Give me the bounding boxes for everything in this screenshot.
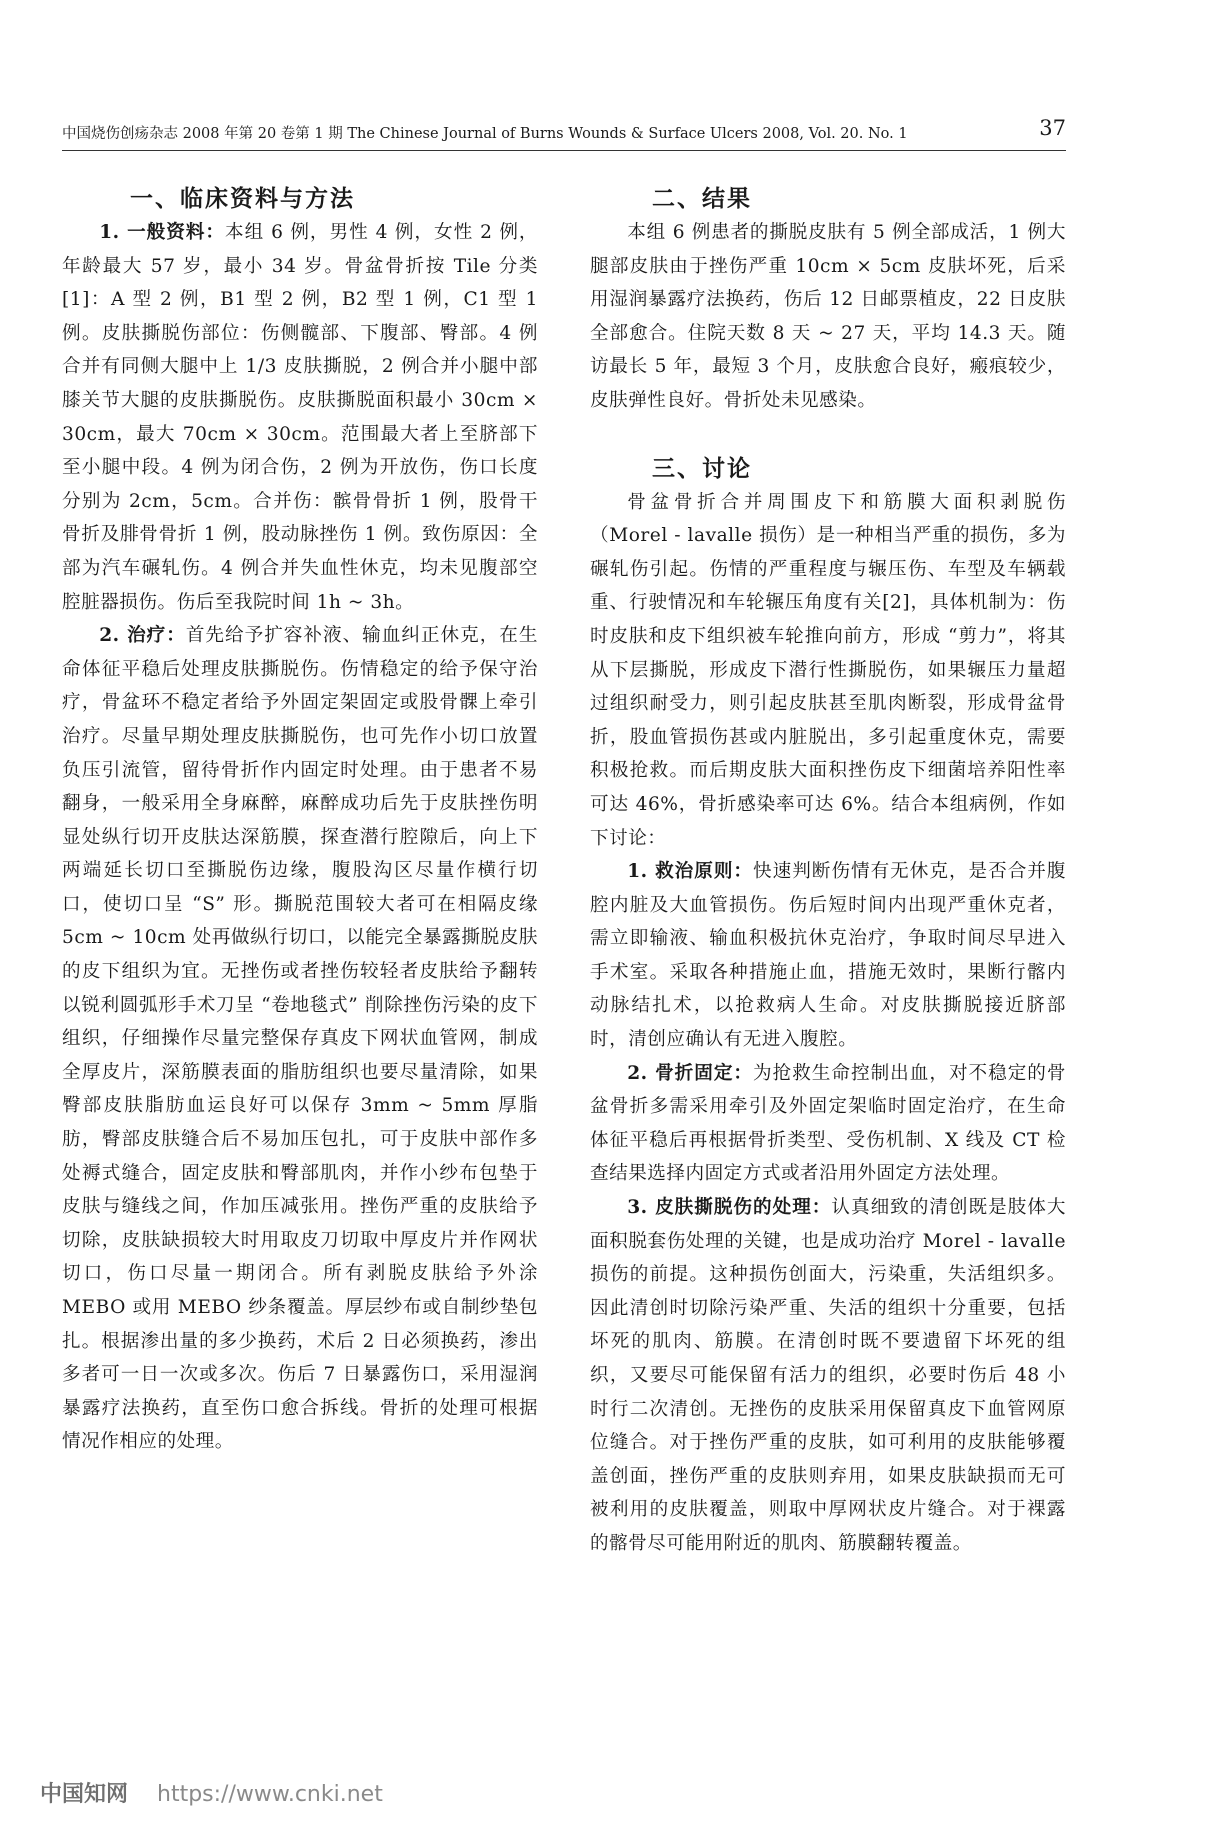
cnki-url[interactable]: https://www.cnki.net <box>157 1782 383 1807</box>
paragraph-lead: 3. 皮肤撕脱伤的处理： <box>627 1197 832 1219</box>
section-heading-methods: 一、临床资料与方法 <box>130 186 355 212</box>
paragraph-text: 为抢救生命控制出血，对不稳定的骨盆骨折多需采用牵引及外固定架临时固定治疗，在生命体征平稳后再根据骨折类型、受伤机制、X 线及 CT 检查结果选择内固定方式或者沿用外固定方法处理。 <box>590 1062 1066 1185</box>
paragraph-lead: 2. 治疗： <box>99 625 186 647</box>
paragraph-text: 首先给予扩容补液、输血纠正休克，在生命体征平稳后处理皮肤撕脱伤。伤情稳定的给予保守治疗，骨盆环不稳定者给予外固定架固定或股骨髁上牵引治疗。尽量早期处理皮肤撕脱伤，也可先作小切口放置负压引流管，留待骨折作内固定时处理。由于患者不易翻身，一般采用全身麻醉，麻醉成功后先于皮肤挫伤明显处纵行切开皮肤达深筋膜，探查潜行腔隙后，向上下两端延长切口至撕脱伤边缘，腹股沟区尽量作横行切口，使切口呈 “S” 形。撕脱范围较大者可在相隔皮缘 5cm ~ 10cm 处再做纵行切口，以能完全暴露撕脱皮肤的皮下组织为宜。无挫伤或者挫伤较轻者皮肤给予翻转以锐利圆弧形手术刀呈 “卷地毯式” 削除挫伤污染的皮下组织，仔细操作尽量完整保存真皮下网状血管网，制成全厚皮片，深筋膜表面的脂肪组织也要尽量清除，如果臀部皮肤脂肪血运良好可以保存 3mm ~ 5mm 厚脂肪，臀部皮肤缝合后不易加压包扎，可于皮肤中部作多处褥式缝合，固定皮肤和臀部肌肉，并作小纱布包垫于皮肤与缝线之间，作加压减张用。挫伤严重的皮肤给予切除，皮肤缺损较大时用取皮刀切取中厚皮片并作网状切口，伤口尽量一期闭合。所有剥脱皮肤给予外涂 MEBO 或用 MEBO 纱条覆盖。厚层纱布或自制纱垫包扎。根据渗出量的多少换药，术后 2 日必须换药，渗出多者可一日一次或多次。伤后 7 日暴露伤口，采用湿润暴露疗法换药，直至伤口愈合拆线。骨折的处理可根据情况作相应的处理。 <box>62 625 538 1453</box>
running-header <box>62 116 1066 151</box>
paragraph-fracture-fixation <box>590 1057 1066 1191</box>
paragraph-lead: 1. 救治原则： <box>627 861 754 883</box>
paragraph-text: 本组 6 例，男性 4 例，女性 2 例，年龄最大 57 岁，最小 34 岁。骨盆骨折按 Tile 分类[1]：A 型 2 例，B1 型 2 例，B2 型 1 例，C1 型 1 例。皮肤撕脱伤部位：伤侧髋部、下腹部、臀部。4 例合并有同侧大腿中上 1/3 皮肤撕脱，2 例合并小腿中部膝关节大腿的皮肤撕脱伤。皮肤撕脱面积最小 30cm × 30cm，最大 70cm × 30cm。范围最大者上至脐部下至小腿中段。4 例为闭合伤，2 例为开放伤，伤口长度分别为 2cm，5cm。合并伤：髌骨骨折 1 例，股骨干骨折及腓骨骨折 1 例，股动脉挫伤 1 例。致伤原因：全部为汽车碾轧伤。4 例合并失血性休克，均未见腹部空腔脏器损伤。伤后至我院时间 1h ~ 3h。 <box>62 222 539 613</box>
paragraph-lead: 2. 骨折固定： <box>627 1062 754 1084</box>
paragraph-discussion-intro: 骨盆骨折合并周围皮下和筋膜大面积剥脱伤（Morel - lavalle 损伤）是一种相当严重的损伤，多为碾轧伤引起。伤情的严重程度与辗压伤、车型及车辆载重、行驶情况和车轮辗压角度有关[2]，具体机制为：伤时皮肤和皮下组织被车轮推向前方，形成 “剪力”，将其从下层撕脱，形成皮下潜行性撕脱伤，如果辗压力量超过组织耐受力，则引起皮肤甚至肌肉断裂，形成骨盆骨折，股血管损伤甚或内脏脱出，多引起重度休克，需要积极抢救。而后期皮肤大面积挫伤皮下细菌培养阳性率可达 46%，骨折感染率可达 6%。结合本组病例，作如下讨论： <box>590 491 1066 849</box>
paragraph-text: 快速判断伤情有无休克，是否合并腹腔内脏及大血管损伤。伤后短时间内出现严重休克者，需立即输液、输血积极抗休克治疗，争取时间尽早进入手术室。采取各种措施止血，措施无效时，果断行髂内动脉结扎术，以抢救病人生命。对皮肤撕脱接近脐部时，清创应确认有无进入腹腔。 <box>590 861 1066 1051</box>
cnki-footer <box>40 1777 383 1808</box>
left-column <box>62 182 538 1459</box>
paragraph-treatment <box>62 619 538 1459</box>
paragraph-treatment-principles <box>590 855 1066 1057</box>
cnki-logo: 中国知网 <box>40 1782 129 1807</box>
section-heading-results: 二、结果 <box>652 186 752 212</box>
paragraph-text: 认真细致的清创既是肢体大面积脱套伤处理的关键，也是成功治疗 Morel - lavalle 损伤的前提。这种损伤创面大，污染重，失活组织多。因此清创时切除污染严重、失活的组织十分重要，包括坏死的肌肉、筋膜。在清创时既不要遗留下坏死的组织，又要尽可能保留有活力的组织，必要时伤后 48 小时行二次清创。无挫伤的皮肤采用保留真皮下血管网原位缝合。对于挫伤严重的皮肤，如可利用的皮肤能够覆盖创面，挫伤严重的皮肤则弃用，如果皮肤缺损而无可被利用的皮肤覆盖，则取中厚网状皮片缝合。对于裸露的髂骨尽可能用附近的肌肉、筋膜翻转覆盖。 <box>590 1197 1066 1554</box>
section-spacer <box>590 418 1066 452</box>
paragraph-results: 本组 6 例患者的撕脱皮肤有 5 例全部成活，1 例大腿部皮肤由于挫伤严重 10cm × 5cm 皮肤坏死，后采用湿润暴露疗法换药，伤后 12 日邮票植皮，22 日皮肤全部愈合。住院天数 8 天 ~ 27 天，平均 14.3 天。随访最长 5 年，最短 3 个月，皮肤愈合良好，瘢痕较少，皮肤弹性良好。骨折处未见感染。 <box>590 222 1066 411</box>
right-column <box>590 182 1066 1561</box>
page-number: 37 <box>1039 116 1066 140</box>
paragraph-skin-avulsion <box>590 1191 1066 1561</box>
section-heading-discussion: 三、讨论 <box>652 455 752 482</box>
paragraph-lead: 1. 一般资料： <box>99 222 226 243</box>
paragraph-general-data <box>62 216 538 619</box>
running-title: 中国烧伤创疡杂志 2008 年第 20 卷第 1 期 The Chinese Journal of Burns Wounds & Surface Ulcers 2008, Vol. 20. No. 1 <box>62 126 908 142</box>
